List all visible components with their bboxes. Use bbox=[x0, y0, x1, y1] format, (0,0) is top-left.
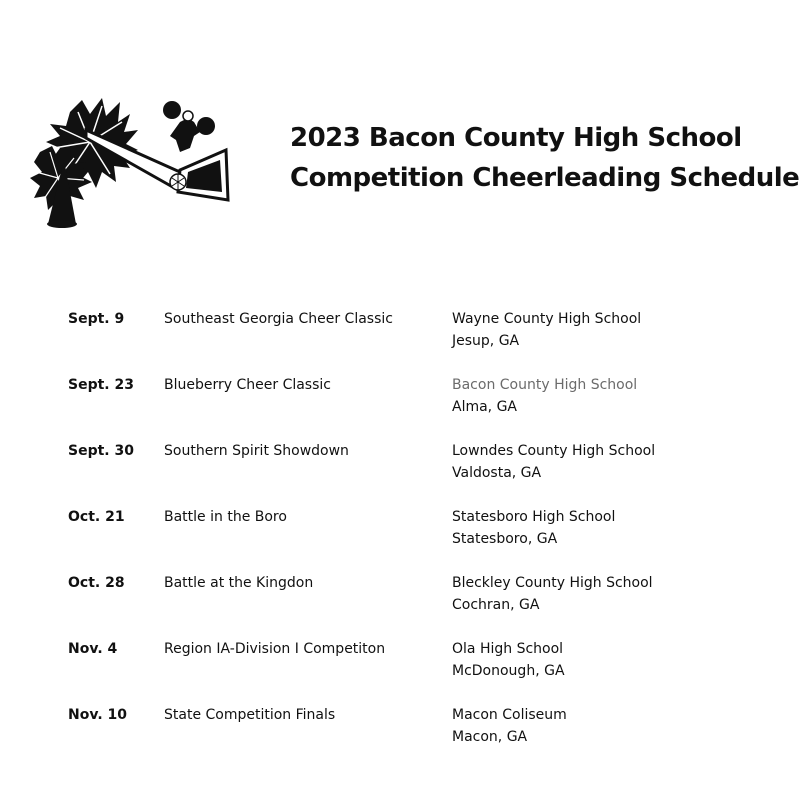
event-date: Sept. 23 bbox=[68, 377, 134, 393]
event-name: Blueberry Cheer Classic bbox=[164, 377, 331, 393]
event-date: Nov. 4 bbox=[68, 641, 118, 657]
event-date: Sept. 9 bbox=[68, 311, 125, 327]
event-venue bbox=[452, 374, 752, 418]
event-venue bbox=[452, 638, 752, 682]
venue-name: Statesboro High School bbox=[452, 509, 616, 525]
venue-name: Bacon County High School bbox=[452, 377, 638, 393]
schedule-row bbox=[68, 704, 768, 770]
event-name: State Competition Finals bbox=[164, 707, 336, 723]
schedule-list bbox=[68, 308, 768, 770]
event-name: Battle in the Boro bbox=[164, 509, 287, 525]
schedule-row bbox=[68, 572, 768, 638]
event-date: Sept. 30 bbox=[68, 443, 134, 459]
event-date: Oct. 28 bbox=[68, 575, 125, 591]
page-title bbox=[290, 118, 800, 198]
schedule-row bbox=[68, 506, 768, 572]
event-venue bbox=[452, 704, 752, 748]
venue-city: Jesup, GA bbox=[452, 333, 520, 349]
venue-city: Cochran, GA bbox=[452, 597, 540, 613]
venue-name: Ola High School bbox=[452, 641, 564, 657]
venue-city: Macon, GA bbox=[452, 729, 528, 745]
schedule-row bbox=[68, 638, 768, 704]
event-name: Southeast Georgia Cheer Classic bbox=[164, 311, 393, 327]
venue-city: Alma, GA bbox=[452, 399, 518, 415]
event-name: Southern Spirit Showdown bbox=[164, 443, 349, 459]
event-name: Battle at the Kingdon bbox=[164, 575, 314, 591]
event-venue bbox=[452, 506, 752, 550]
title-line-1: 2023 Bacon County High School bbox=[290, 123, 742, 153]
event-date: Oct. 21 bbox=[68, 509, 125, 525]
venue-name: Lowndes County High School bbox=[452, 443, 656, 459]
venue-city: McDonough, GA bbox=[452, 663, 565, 679]
schedule-row bbox=[68, 374, 768, 440]
schedule-row bbox=[68, 440, 768, 506]
venue-city: Statesboro, GA bbox=[452, 531, 558, 547]
cheerleader-pompom-megaphone-icon bbox=[30, 92, 230, 232]
title-line-2: Competition Cheerleading Schedule bbox=[290, 163, 800, 193]
venue-name: Bleckley County High School bbox=[452, 575, 653, 591]
venue-city: Valdosta, GA bbox=[452, 465, 542, 481]
venue-name: Macon Coliseum bbox=[452, 707, 567, 723]
event-name: Region IA-Division I Competiton bbox=[164, 641, 386, 657]
event-venue bbox=[452, 308, 752, 352]
event-venue bbox=[452, 572, 752, 616]
schedule-row bbox=[68, 308, 768, 374]
venue-name: Wayne County High School bbox=[452, 311, 642, 327]
event-venue bbox=[452, 440, 752, 484]
event-date: Nov. 10 bbox=[68, 707, 127, 723]
